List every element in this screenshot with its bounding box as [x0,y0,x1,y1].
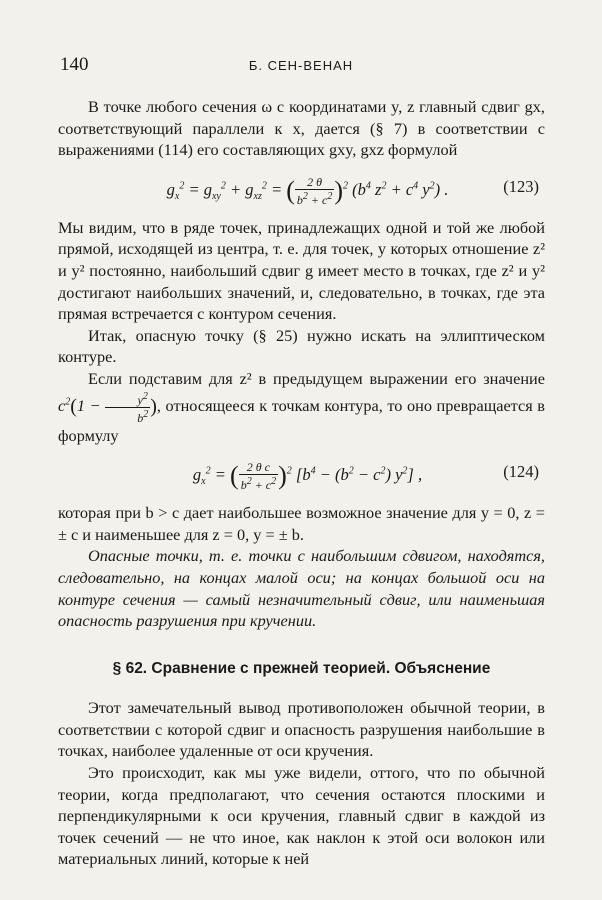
equation-124-number: (124) [503,462,539,482]
page-header [60,54,542,80]
equation-123-number: (123) [503,176,539,196]
paragraph-8: Это происходит, как мы уже видели, оттого, что по обычной теории, когда предполагают, что сечения остаются плоскими и перпендикулярными к оси кручения, главный сдвиг в каждой из точек сечений — не что иное, как наклон к этой оси волокон или материальных линий, которые к ней [58,763,545,869]
paragraph-7: Этот замечательный вывод противоположен обычной теории, в соответствии с которой сдвиг и опасность разрушения наибольшие в точках, наиболее удаленные от оси кручения. [58,698,545,761]
body-text [58,96,545,870]
equation-123-formula: $g_x^2 = g_{xy}^2 + g_{xz}^2$ = ( $\frac{2 \theta}{b^2 + c^2}$ )$^2$ ($b^4$ $z^2 + c^4$ $y^2$) . [166,174,449,207]
paragraph-4-end: , относящееся к точкам контура, то оно превращается в формулу [58,395,545,445]
paragraph-3: Итак, опасную точку (§ 25) нужно искать на эллиптическом контуре. [58,325,545,367]
paragraph-1: В точке любого сечения ω с координатами y, z главный сдвиг gx, соответствующий параллели к x, дается (§ 7) в соответствии с выражениями (114) его составляющих gxy, gxz формулой [58,97,545,160]
equation-124-formula: $g_x^2$ = ( $\frac{\text{2 θ c}}{b^2 + c^2}$ )$^2$ [$b^4 - (b^2 - c^2)$ $y^2$] , [192,460,423,493]
equation-124 [58,448,545,500]
paragraph-5: которая при b > c дает наибольшее возможное значение для y = 0, z = ± c и наименьшее для z = 0, y = ± b. [58,503,545,544]
paragraph-4-start: Если подставим для z² в предыдущем выражении его значение [88,368,545,388]
paragraph-6: Опасные точки, т. е. точки с наибольшим сдвигом, находятся, следовательно, на концах малой оси; на концах большой оси на контуре сечения — самый незначительный сдвиг, или наименьшая опасность разрушения при кручении. [58,546,545,631]
running-title: Б. СЕН-ВЕНАН [248,58,354,73]
page-number: 140 [60,54,89,75]
paragraph-2: Мы видим, что в ряде точек, принадлежащих одной и той же любой прямой, исходящей из центра, т. е. для точек, у которых отношение z² и y² постоянно, наибольший сдвиг g имеет место в точках, где z² и y² достигают наибольших значений, и, следовательно, в точках, где эта прямая встречается с контуром сечения. [58,217,545,324]
inline-formula: $c^2(1$ − $\frac{y^2}{b^2}$ ) [58,390,157,425]
equation-123 [58,163,545,215]
paragraph-4 [58,368,545,446]
section-heading: § 62. Сравнение с прежней теорией. Объяснение [112,659,491,677]
